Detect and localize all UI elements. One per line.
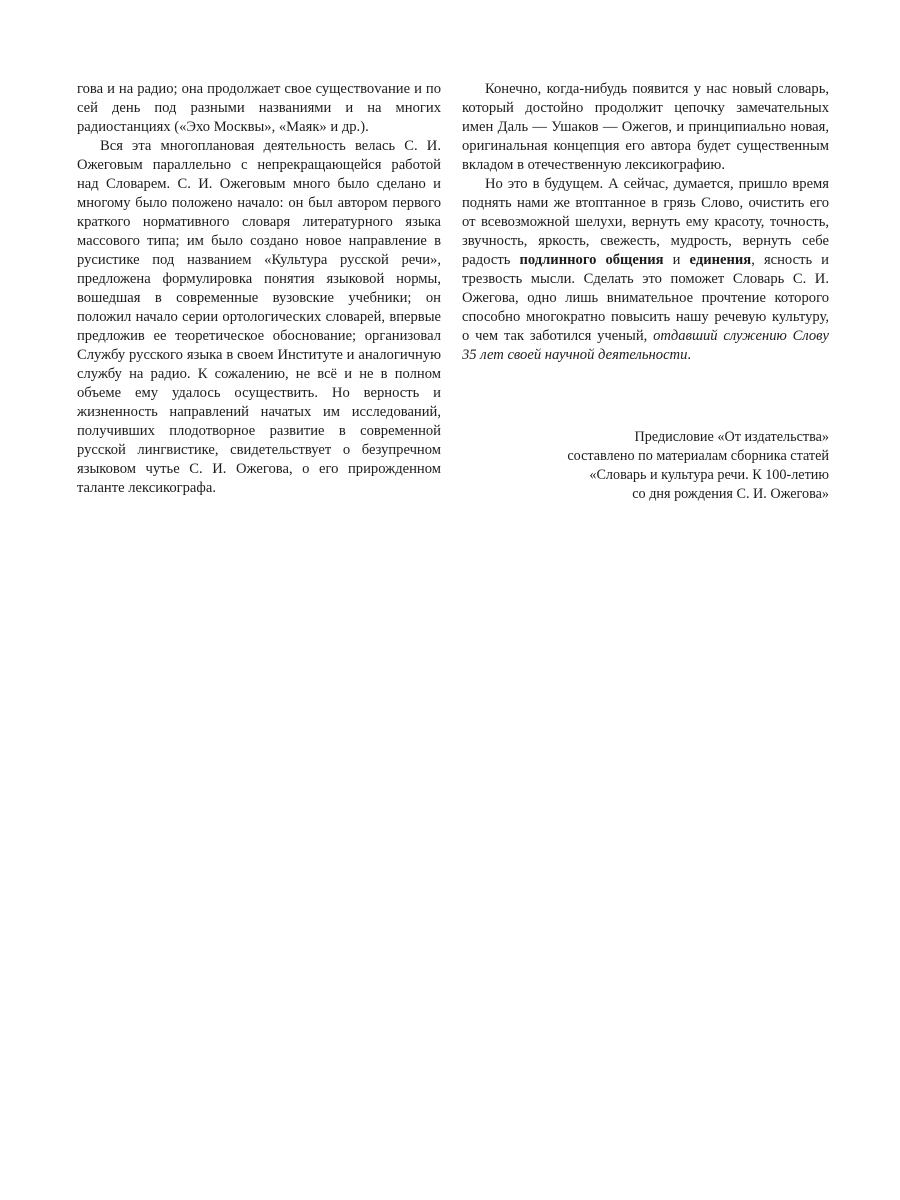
source-note-line-3: «Словарь и культура речи. К 100-летию [589,467,829,483]
left-text-column [77,80,441,498]
right-text-column [462,80,829,365]
paragraph-future-text-1: Но это в будущем. А сейчас, думается, пришло время поднять нами же втоптанное в грязь Слово, очистить его от всевозможной шелухи, вернуть ему красоту, точность, звучность, яркость, свежесть, мудрость, вернуть себе радость [462,176,829,268]
paragraph-future-word [462,175,829,365]
paragraph-future-text-end: . [687,347,692,363]
emphasis-35-years-service: отдавший служению Слову 35 лет своей научной деятельности [462,328,829,363]
paragraph-radio-continuation: гова и на радио; она продолжает свое существоvание и по сей день под разными названиями и на многих радиостанциях («Эхо Москвы», «Маяк» и др.). [77,81,441,135]
emphasis-unity: единения [689,252,752,268]
paragraph-future-text-2: и [663,252,690,268]
emphasis-genuine-communication: подлинного общения [519,252,664,268]
source-note-line-2: составлено по материалам сборника статей [567,448,829,464]
paragraph-future-text-3: , ясность и трезвость мысли. Сделать это поможет Словарь С. И. Ожегова, одно лишь внимательное прочтение которого способно многократно повысить нашу речевую культуру, о чем так заботился ученый, [462,252,829,344]
source-note-line-4: со дня рождения С. И. Ожегова» [632,486,829,502]
source-attribution-note [462,428,829,504]
paragraph-new-dictionary: Конечно, когда-нибудь появится у нас новый словарь, который достойно продолжит цепочку замечательных имен Даль — Ушаков — Ожегов, и принципиально новая, оригинальная концепция его автора будет существенным вкладом в отечественную лексикографию. [462,81,829,173]
paragraph-ozhegov-activities: Вся эта многоплановая деятельность велась С. И. Ожеговым параллельно с непрекращающейся работой над Словарем. С. И. Ожеговым много было сделано и многому было положено начало: он был автором первого краткого нормативного словаря литературного языка массового типа; им было создано новое направление в русистике под названием «Культура русской речи», предложена формулировка понятия языковой нормы, вошедшая в современные вузовские учебники; он положил начало серии ортологических словарей, впервые предложив ее теоретическое обоснование; организовал Службу русского языка в своем Институте и аналогичную службу на радио. К сожалению, не всё и не в полном объеме ему удалось осуществить. Но верность и жизненность направлений начатых им исследований, получивших плодотворное развитие в современной русской лингвистике, свидетельствует о безупречном языковом чутье С. И. Ожегова, о его прирожденном таланте лексикографа. [77,138,441,496]
source-note-line-1: Предисловие «От издательства» [634,429,829,445]
